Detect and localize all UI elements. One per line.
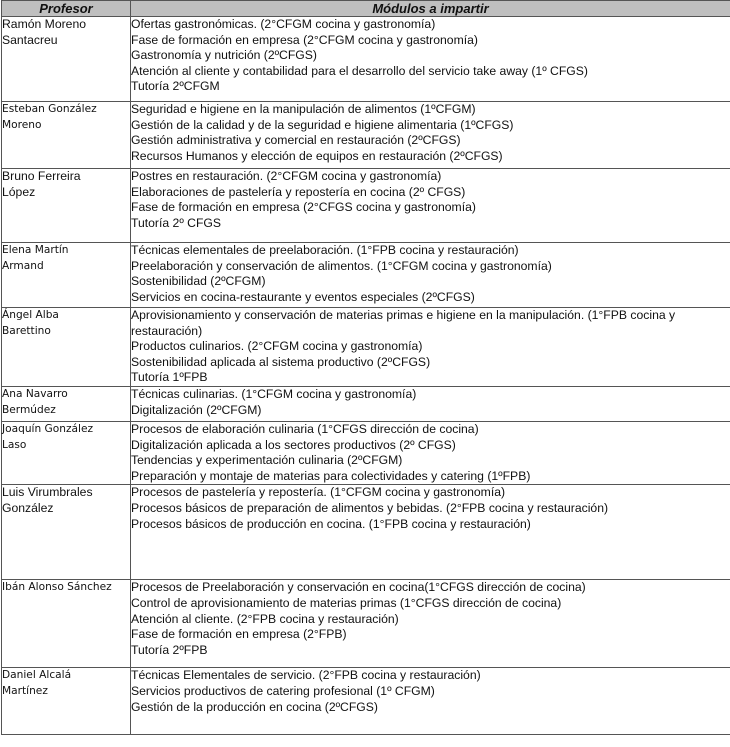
modulo-item: Gestión administrativa y comercial en restauración (2ºCFGS) xyxy=(131,133,461,148)
modulo-item: Procesos básicos de preparación de alimentos y bebidas. (2°FPB cocina y restauración) xyxy=(131,500,609,515)
modulos-cell xyxy=(131,169,730,243)
modulo-item: Elaboraciones de pastelería y repostería en cocina (2º CFGS) xyxy=(131,184,466,199)
modulos-cell xyxy=(131,102,730,169)
modulo-item: Sostenibilidad aplicada al sistema productivo (2ºCFGS) xyxy=(131,354,431,369)
modulo-item: Procesos de pastelería y repostería. (1°CFGM cocina y gastronomía) xyxy=(131,485,506,500)
profesor-cell xyxy=(2,580,131,668)
modulo-item: Preparación y montaje de materias para colectividades y catering (1ºFPB) xyxy=(131,468,531,483)
modulo-item: Gestión de la calidad y de la seguridad e higiene alimentaria (1ºCFGS) xyxy=(131,117,514,132)
profesor-name-line: Santacreu xyxy=(2,32,58,47)
modulo-item: Preelaboración y conservación de alimentos. (1°CFGM cocina y gastronomía) xyxy=(131,258,552,273)
modulo-item: Procesos de elaboración culinaria (1°CFGS dirección de cocina) xyxy=(131,421,479,436)
modulos-cell xyxy=(131,17,730,102)
table-row xyxy=(2,421,730,484)
profesor-name-line: Daniel Alcalá xyxy=(2,669,72,682)
modulo-item: Procesos básicos de producción en cocina. (1°FPB cocina y restauración) xyxy=(131,516,531,531)
profesor-name-line: Ibán Alonso Sánchez xyxy=(2,581,112,594)
modulo-item: Recursos Humanos y elección de equipos en restauración (2ºCFGS) xyxy=(131,148,503,163)
profesor-name-line: Laso xyxy=(2,438,27,451)
profesor-name-line: Moreno xyxy=(2,118,42,131)
modulo-item: Control de aprovisionamiento de materias primas (1°CFGS dirección de cocina) xyxy=(131,595,562,610)
modulo-item: Atención al cliente. (2°FPB cocina y restauración) xyxy=(131,611,399,626)
table-row xyxy=(2,485,730,580)
modulo-item: Tutoría 1ºFPB xyxy=(131,370,208,385)
modulo-item: Fase de formación en empresa (2°FPB) xyxy=(131,627,347,642)
profesor-name-line: González xyxy=(2,500,54,515)
header-modulos: Módulos a impartir xyxy=(131,1,730,17)
modulo-item: Digitalización aplicada a los sectores productivos (2º CFGS) xyxy=(131,437,456,452)
modulo-item: Tendencias y experimentación culinaria (2ºCFGM) xyxy=(131,453,403,468)
modulo-item: Técnicas Elementales de servicio. (2°FPB cocina y restauración) xyxy=(131,668,481,683)
table-row xyxy=(2,308,730,387)
modulo-item: Aprovisionamiento y conservación de materias primas e higiene en la manipulación. (1°FPB cocina y restauración) xyxy=(131,308,676,338)
modulo-item: Fase de formación en empresa (2°CFGM cocina y gastronomía) xyxy=(131,32,478,47)
modulos-cell xyxy=(131,421,730,484)
profesor-name-line: Armand xyxy=(2,259,44,272)
modulos-cell xyxy=(131,386,730,421)
modulos-cell xyxy=(131,308,730,387)
modulos-cell xyxy=(131,580,730,668)
header-profesor: Profesor xyxy=(2,1,131,17)
modulo-item: Productos culinarios. (2°CFGM cocina y gastronomía) xyxy=(131,339,423,354)
profesor-name-line: Luis Virumbrales xyxy=(2,485,93,500)
profesor-name-line: Ana Navarro xyxy=(2,387,68,400)
profesor-name-line: Joaquín González xyxy=(2,422,94,435)
profesor-cell xyxy=(2,308,131,387)
profesor-name-line: López xyxy=(2,184,36,199)
profesor-cell xyxy=(2,485,131,580)
table-row xyxy=(2,668,730,735)
profesor-name-line: Bermúdez xyxy=(2,403,56,416)
modulo-item: Gastronomía y nutrición (2ºCFGS) xyxy=(131,48,317,63)
profesor-name-line: Esteban González xyxy=(2,103,97,115)
modules-table xyxy=(1,0,730,735)
modulo-item: Servicios productivos de catering profesional (1º CFGM) xyxy=(131,683,435,698)
profesor-name-line: Elena Martín xyxy=(2,244,69,256)
modulo-item: Gestión de la producción en cocina (2ºCFGS) xyxy=(131,699,378,714)
profesor-cell xyxy=(2,243,131,308)
modulo-item: Sostenibilidad (2ºCFGM) xyxy=(131,274,266,289)
table-header-row xyxy=(2,1,730,17)
profesor-cell xyxy=(2,386,131,421)
profesor-name-line: Ángel Alba xyxy=(2,309,59,321)
modulo-item: Ofertas gastronómicas. (2°CFGM cocina y gastronomía) xyxy=(131,17,436,31)
table-row xyxy=(2,169,730,243)
profesor-name-line: Martínez xyxy=(2,684,48,697)
modulos-cell xyxy=(131,668,730,735)
modulo-item: Procesos de Preelaboración y conservación en cocina(1°CFGS dirección de cocina) xyxy=(131,580,586,595)
modulo-item: Servicios en cocina-restaurante y eventos especiales (2ºCFGS) xyxy=(131,289,475,304)
modulo-item: Seguridad e higiene en la manipulación de alimentos (1ºCFGM) xyxy=(131,102,476,116)
modulo-item: Técnicas elementales de preelaboración. (1°FPB cocina y restauración) xyxy=(131,243,519,257)
table-row xyxy=(2,386,730,421)
modulo-item: Fase de formación en empresa (2°CFGS cocina y gastronomía) xyxy=(131,200,476,215)
profesor-name-line: Bruno Ferreira xyxy=(2,169,81,183)
table-row xyxy=(2,17,730,102)
modulo-item: Tutoría 2º CFGS xyxy=(131,215,222,230)
modulo-item: Digitalización (2ºCFGM) xyxy=(131,402,262,417)
modulo-item: Atención al cliente y contabilidad para el desarrollo del servicio take away (1º CFGS) xyxy=(131,63,588,78)
modulo-item: Tutoría 2ºCFGM xyxy=(131,79,220,94)
modulos-cell xyxy=(131,485,730,580)
profesor-cell xyxy=(2,17,131,102)
modulo-item: Postres en restauración. (2°CFGM cocina y gastronomía) xyxy=(131,169,442,183)
profesor-name-line: Barettino xyxy=(2,324,51,337)
modulos-cell xyxy=(131,243,730,308)
profesor-cell xyxy=(2,421,131,484)
profesor-name-line: Ramón Moreno xyxy=(2,17,86,31)
modulo-item: Técnicas culinarias. (1°CFGM cocina y gastronomía) xyxy=(131,386,417,401)
table-row xyxy=(2,102,730,169)
profesor-cell xyxy=(2,668,131,735)
table-row xyxy=(2,243,730,308)
table-row xyxy=(2,580,730,668)
modulo-item: Tutoría 2ºFPB xyxy=(131,642,208,657)
profesor-cell xyxy=(2,102,131,169)
profesor-cell xyxy=(2,169,131,243)
